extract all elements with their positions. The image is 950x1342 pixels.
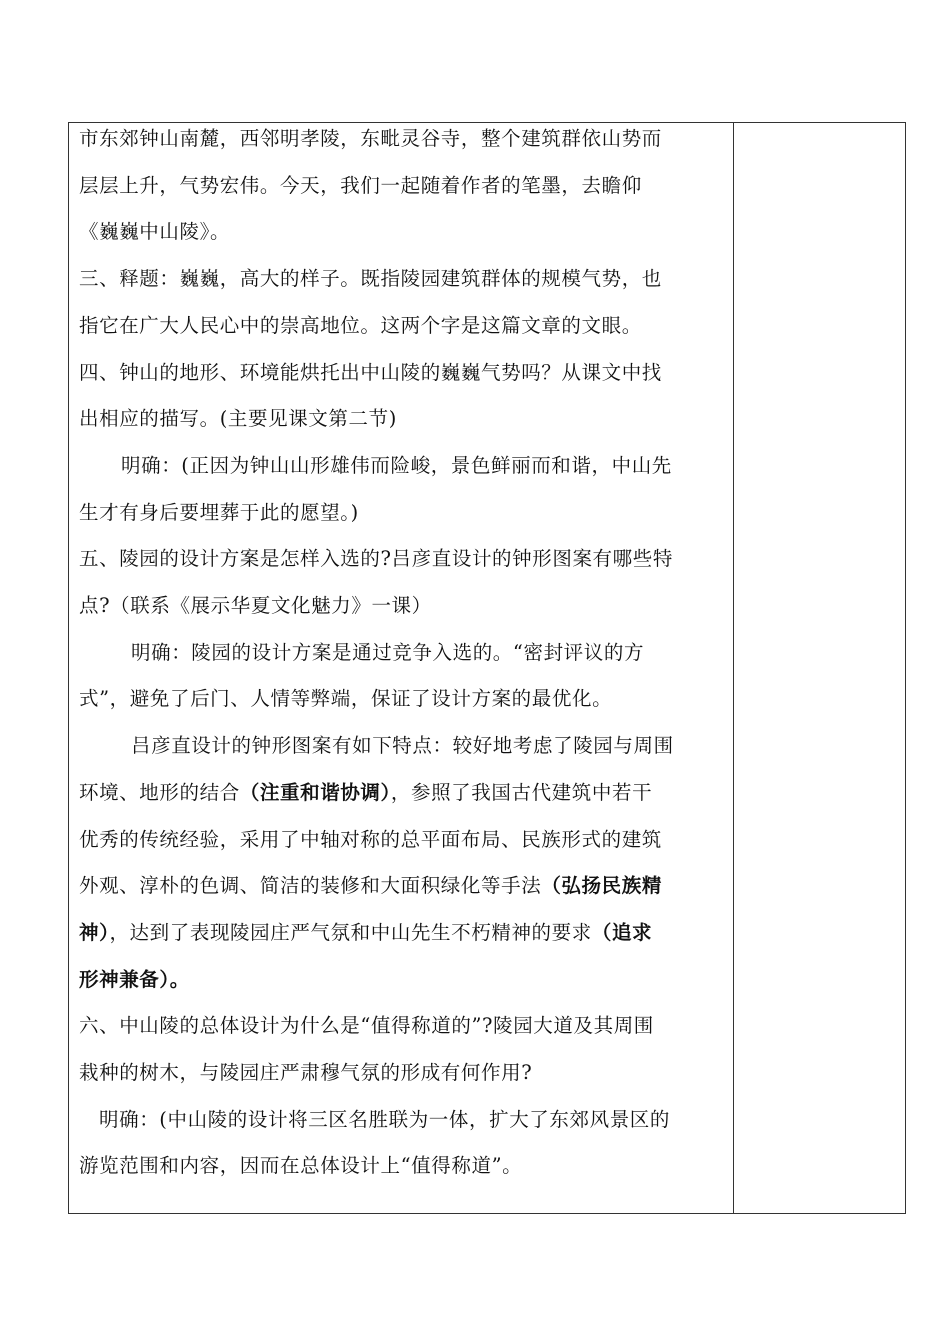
text-segment: 市东郊钟山南麓，西邻明孝陵，东毗灵谷寺，整个建筑群依山势而 (79, 127, 662, 150)
bold-text-segment: 形神兼备）。 (79, 967, 190, 991)
text-line (79, 825, 662, 855)
text-line (79, 918, 652, 948)
text-line (79, 965, 190, 995)
text-segment: 出相应的描写。(主要见课文第二节) (79, 407, 397, 431)
text-line (79, 358, 662, 388)
text-segment: 三、释题：巍巍，高大的样子。既指陵园建筑群体的规模气势，也 (79, 267, 662, 291)
text-segment: 指它在广大人民心中的崇高地位。这两个字是这篇文章的文眼。 (79, 313, 642, 337)
text-segment: 式”，避免了后门、人情等弊端，保证了设计方案的最优化。 (79, 687, 613, 711)
text-segment: 游览范围和内容，因而在总体设计上“值得称道”。 (79, 1154, 523, 1178)
text-line (79, 871, 662, 901)
text-line (79, 404, 397, 434)
column-divider (733, 123, 734, 1213)
text-line (79, 498, 359, 528)
text-segment: 优秀的传统经验，采用了中轴对称的总平面布局、民族形式的建筑 (79, 827, 662, 851)
text-line (79, 591, 432, 621)
text-line (79, 1058, 532, 1088)
text-line (79, 171, 642, 201)
bold-text-segment: （注重和谐协调） (239, 780, 391, 804)
bold-text-segment: （追求 (591, 920, 653, 944)
text-segment: 六、中山陵的总体设计为什么是“值得称道的”?陵园大道及其周围 (79, 1014, 654, 1038)
text-segment: 层层上升，气势宏伟。今天，我们一起随着作者的笔墨，去瞻仰 (79, 173, 642, 197)
text-line (79, 778, 652, 808)
text-line (131, 638, 644, 668)
text-segment: 外观、淳朴的色调、简洁的装修和大面积绿化等手法 (79, 874, 542, 898)
bold-text-segment: （弘扬民族精 (541, 874, 662, 898)
text-line (79, 264, 662, 294)
text-segment: 明确：(正因为钟山山形雄伟而险峻，景色鲜丽而和谐，中山先 (121, 453, 672, 477)
lesson-table (68, 122, 906, 1214)
text-segment: ，达到了表现陵园庄严气氛和中山先生不朽精神的要求 (109, 920, 592, 944)
text-segment: 环境、地形的结合 (79, 780, 240, 804)
text-segment: 明确：(中山陵的设计将三区名胜联为一体，扩大了东郊风景区的 (99, 1107, 671, 1131)
text-line (79, 1011, 654, 1041)
text-line (131, 731, 674, 761)
bold-text-segment: 神） (79, 920, 110, 944)
text-line (79, 311, 642, 341)
text-segment: 点?（联系《展示华夏文化魅力》一课） (79, 594, 432, 617)
text-line (79, 684, 612, 714)
text-segment: 明确：陵园的设计方案是通过竞争入选的。“密封评议的方 (131, 640, 645, 664)
text-line (79, 217, 230, 247)
text-line (79, 544, 673, 574)
text-segment: 生才有身后要埋葬于此的愿望。) (79, 500, 359, 524)
text-segment: 《巍巍中山陵》。 (79, 220, 231, 244)
text-segment: ，参照了我国古代建筑中若干 (390, 780, 653, 804)
text-line (99, 1105, 670, 1135)
text-line (121, 451, 672, 481)
text-segment: 五、陵园的设计方案是怎样入选的?吕彦直设计的钟形图案有哪些特 (79, 547, 673, 571)
text-line (79, 124, 662, 154)
notes-cell (735, 123, 905, 1213)
text-segment: 栽种的树木，与陵园庄严肃穆气氛的形成有何作用? (79, 1061, 533, 1084)
text-line (79, 1151, 522, 1181)
text-segment: 四、钟山的地形、环境能烘托出中山陵的巍巍气势吗？从课文中找 (79, 360, 662, 384)
text-segment: 吕彦直设计的钟形图案有如下特点：较好地考虑了陵园与周围 (131, 734, 674, 758)
